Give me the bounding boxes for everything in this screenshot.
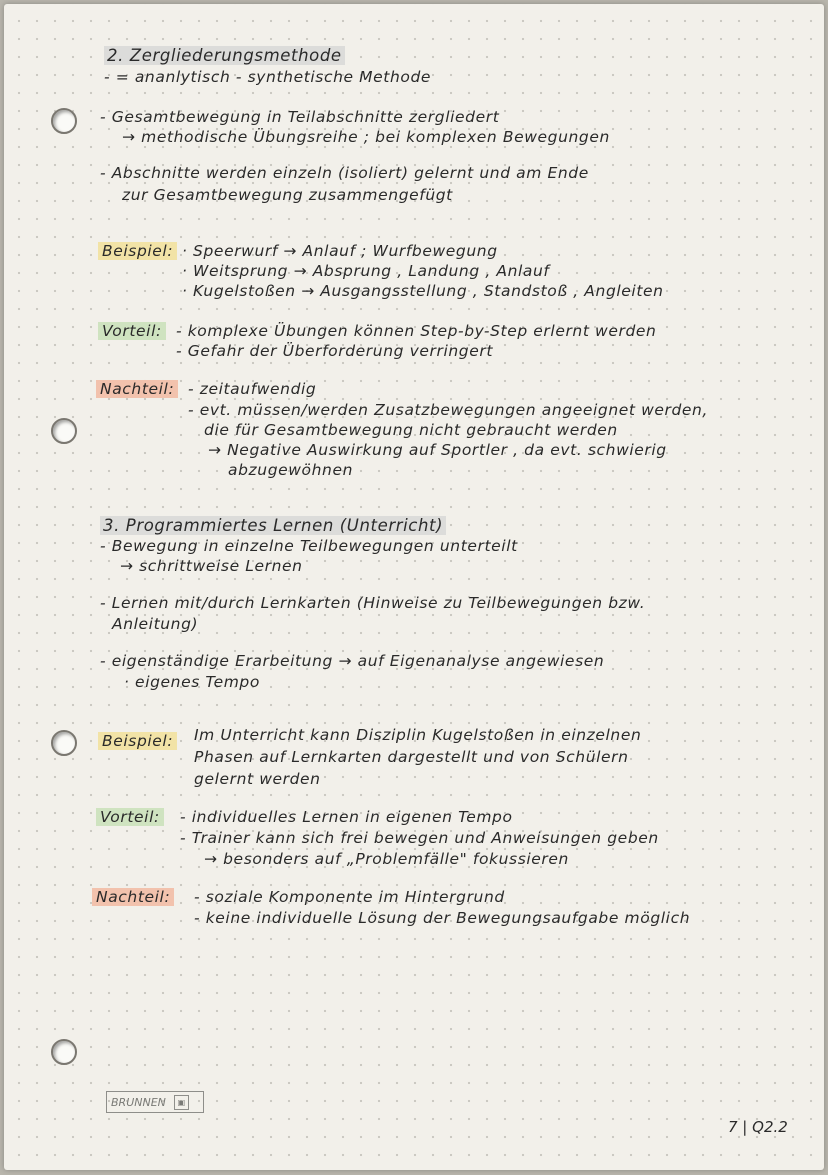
s2-nachteil-3: die für Gesamtbewegung nicht gebraucht werden — [204, 421, 618, 439]
s2-vorteil-label: Vorteil: — [98, 322, 166, 340]
s3-vorteil-label: Vorteil: — [96, 808, 164, 826]
s2-vorteil-1: - komplexe Übungen können Step-by-Step erlernt werden — [176, 322, 657, 340]
s3-bullet-1-line-1: - Bewegung in einzelne Teilbewegungen unterteilt — [100, 537, 518, 555]
s3-bullet-2-line-2: Anleitung) — [112, 615, 199, 633]
s3-bullet-3-line-2: · eigenes Tempo — [124, 673, 260, 691]
s3-beispiel-2: Phasen auf Lernkarten dargestellt und von Schülern — [194, 748, 629, 766]
brunnen-logo — [106, 1091, 204, 1113]
s3-beispiel-1: Im Unterricht kann Disziplin Kugelstoßen in einzelnen — [194, 726, 642, 744]
s2-nachteil-5: abzugewöhnen — [228, 461, 354, 479]
s3-nachteil-1: - soziale Komponente im Hintergrund — [194, 888, 505, 906]
s2-bullet-2-line-2: zur Gesamtbewegung zusammengefügt — [122, 186, 453, 204]
s2-bullet-2-line-1: - Abschnitte werden einzeln (isoliert) gelernt und am Ende — [100, 164, 589, 182]
s2-bullet-1-line-2: → methodische Übungsreihe ; bei komplexen Bewegungen — [122, 128, 610, 146]
s3-bullet-2-line-1: - Lernen mit/durch Lernkarten (Hinweise zu Teilbewegungen bzw. — [100, 594, 646, 612]
punch-hole-2 — [51, 418, 77, 444]
s3-bullet-3-line-1: - eigenständige Erarbeitung → auf Eigenanalyse angewiesen — [100, 652, 605, 670]
s2-vorteil-2: - Gefahr der Überforderung verringert — [176, 342, 493, 360]
s3-beispiel-label: Beispiel: — [98, 732, 177, 750]
section-3-heading: 3. Programmiertes Lernen (Unterricht) — [100, 516, 446, 535]
s2-nachteil-4: → Negative Auswirkung auf Sportler , da evt. schwierig — [208, 441, 667, 459]
page-number: 7 | Q2.2 — [728, 1118, 788, 1136]
s2-beispiel-1: · Speerwurf → Anlauf ; Wurfbewegung — [182, 242, 498, 260]
section-2-subtitle: - = ananlytisch - synthetische Methode — [104, 68, 432, 86]
punch-hole-1 — [51, 108, 77, 134]
notebook-page — [4, 4, 824, 1170]
s3-vorteil-3: → besonders auf „Problemfälle" fokussieren — [204, 850, 569, 868]
s3-vorteil-1: - individuelles Lernen in eigenen Tempo — [180, 808, 513, 826]
section-2-heading: 2. Zergliederungsmethode — [104, 46, 345, 65]
s3-nachteil-2: - keine individuelle Lösung der Bewegungsaufgabe möglich — [194, 909, 691, 927]
s3-nachteil-label: Nachteil: — [92, 888, 174, 906]
s3-beispiel-3: gelernt werden — [194, 770, 321, 788]
punch-hole-4 — [51, 1039, 77, 1065]
s2-nachteil-2: - evt. müssen/werden Zusatzbewegungen angeeignet werden, — [188, 401, 709, 419]
punch-hole-3 — [51, 730, 77, 756]
s2-bullet-1-line-1: - Gesamtbewegung in Teilabschnitte zergliedert — [100, 108, 500, 126]
s2-beispiel-3: · Kugelstoßen → Ausgangsstellung , Standstoß , Angleiten — [182, 282, 664, 300]
s2-beispiel-label: Beispiel: — [98, 242, 177, 260]
brand-mark-icon: ▣ — [174, 1095, 189, 1110]
brand-label: BRUNNEN — [111, 1095, 166, 1109]
s3-bullet-1-line-2: → schrittweise Lernen — [120, 557, 303, 575]
s2-nachteil-label: Nachteil: — [96, 380, 178, 398]
s3-vorteil-2: - Trainer kann sich frei bewegen und Anweisungen geben — [180, 829, 659, 847]
s2-nachteil-1: - zeitaufwendig — [188, 380, 317, 398]
s2-beispiel-2: · Weitsprung → Absprung , Landung , Anlauf — [182, 262, 550, 280]
